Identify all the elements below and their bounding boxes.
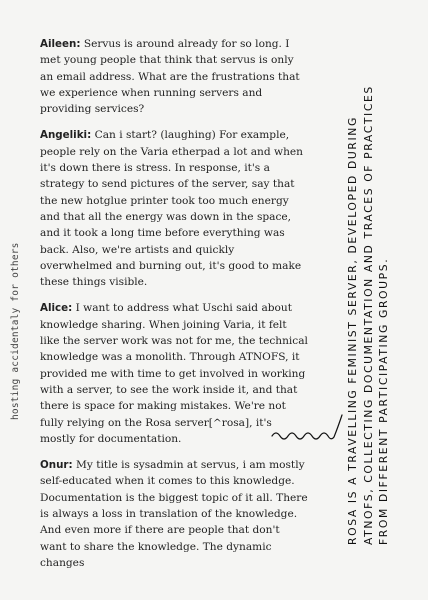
speaker-name: Alice bbox=[40, 302, 69, 315]
paragraph-text: I want to address what Uschi said about knowledge sharing. When joining Varia, it felt like the server work was not for me, the technical knowledge was a monolith. Through ATNOFS, it provided me with time to get involved in working with a server, to see the work inside it, and that there is space for making mistakes. We're not fully relying on the Rosa server[^rosa], it's mostly for documentation. bbox=[40, 302, 308, 445]
transcript-body bbox=[40, 36, 308, 581]
speaker-name: Angeliki bbox=[40, 129, 88, 142]
paragraph-text: Can i start? (laughing) For example, people rely on the Varia etherpad a lot and when it's down there is stress. In response, it's a strategy to send pictures of the server, say that the new hotglue printer took too much energy and that all the energy was down in the space, and it took a long time before everything was back. Also, we're artists and quickly overwhelmed and burning out, it's good to make these things visible. bbox=[40, 129, 303, 289]
paragraph-text: My title is sysadmin at servus, i am mostly self-educated when it comes to this knowledge. Documentation is the biggest topic of it all. There is always a loss in translation of the knowledge. And even more if there are people that don't want to share the knowledge. The dynamic changes bbox=[40, 459, 308, 569]
paragraph-aileen: Aileen: Servus is around already for so long. I met young people that think that servus is only an email address. What are the frustrations that we experience when running servers and providing services? bbox=[40, 38, 300, 116]
running-side-label: hosting accidentaly for others bbox=[10, 242, 21, 420]
paragraph-onur: Onur: My title is sysadmin at servus, i am mostly self-educated when it comes to this knowledge. Documentation is the biggest topic of it all. There is always a loss in translation of the knowledge. And even more if there are people that don't want to share the knowledge. The dynamic changes bbox=[40, 459, 308, 569]
speaker-name: Onur bbox=[40, 459, 69, 472]
paragraph-angeliki: Angeliki: Can i start? (laughing) For example, people rely on the Varia etherpad a lot and when it's down there is stress. In response, it's a strategy to send pictures of the server, say that the new hotglue printer took too much energy and that all the energy was down in the space, and it took a long time before everything was back. Also, we're artists and quickly overwhelmed and burning out, it's good to make these things visible. bbox=[40, 129, 303, 289]
handwritten-margin-note: ROSA IS A TRAVELLING FEMINIST SERVER, DEVELOPED DURING ATNOFS, COLLECTING DOCUMENTATION AND TRACES OF PRACTICES FROM DIFFERENT PARTICIPATING GROUPS. bbox=[346, 85, 390, 545]
speaker-name: Aileen bbox=[40, 38, 77, 50]
paragraph-text: Servus is around already for so long. I met young people that think that servus is only an email address. What are the frustrations that we experience when running servers and providing services? bbox=[40, 38, 300, 116]
paragraph-alice: Alice: I want to address what Uschi said about knowledge sharing. When joining Varia, it felt like the server work was not for me, the technical knowledge was a monolith. Through ATNOFS, it provided me with time to get involved in working with a server, to see the work inside it, and that there is space for making mistakes. We're not fully relying on the Rosa server[^rosa], it's mostly for documentation. bbox=[40, 302, 308, 445]
